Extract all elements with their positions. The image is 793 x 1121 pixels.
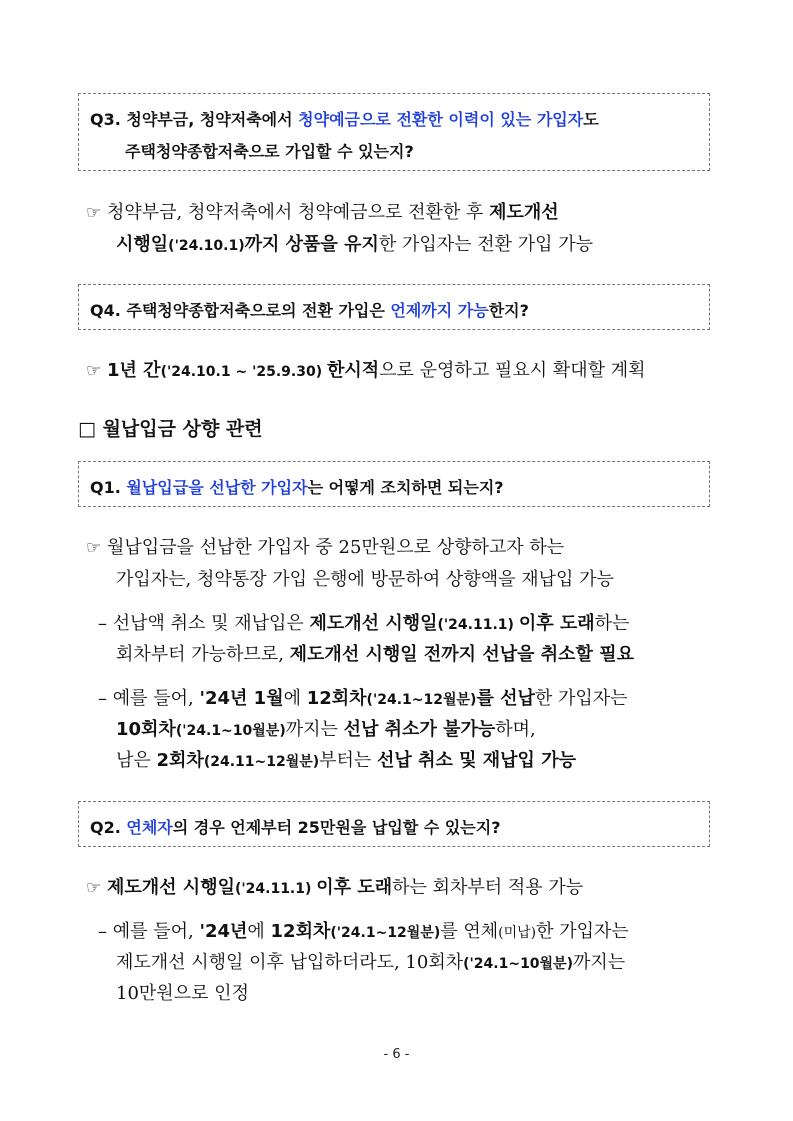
a1-sub2-text-3: 까지는: [285, 719, 344, 740]
a3-text-end: 한 가입자는 전환 가입 가능: [378, 234, 594, 255]
a2-text: 하는 회차부터 적용 가능: [392, 877, 584, 898]
dash-bullet: –: [98, 921, 107, 942]
a4-bold: 1년 간: [106, 360, 161, 381]
a4-text: 으로 운영하고 필요시 확대할 계획: [379, 360, 646, 381]
q1-text: Q1.: [90, 478, 127, 497]
a1-sub2-text-4: 하며,: [495, 719, 536, 740]
a1-sub2-bold-cancel: 선납 취소가 불가능: [343, 719, 496, 740]
a3-text: 청약부금, 청약저축에서 청약예금으로 전환한 후: [106, 202, 490, 223]
a2-sub-bold-year: '24년: [199, 921, 248, 942]
answer-q4: [86, 356, 645, 382]
a1-sub2-range-3: (24.11~12월분): [203, 754, 320, 770]
q3-highlight: 청약예금으로 전환한 이력이 있는 가입자: [298, 110, 584, 129]
pointing-hand-icon: ☞: [86, 878, 102, 898]
question-box-q4: [78, 284, 710, 330]
a2-bold: 제도개선 시행일: [106, 877, 235, 898]
answer-q2-sub-line-3: 10만원으로 인정: [116, 983, 249, 1004]
a1-sub1-date: ('24.11.1): [437, 617, 519, 633]
answer-q2-sub-line-1: [98, 917, 629, 943]
a2-bold-after: 이후 도래: [316, 877, 393, 898]
q2-text-end: 의 경우 언제부터 25만원을 납입할 수 있는지?: [172, 818, 501, 837]
a3-bold: 제도개선: [489, 202, 559, 223]
a1-sub2-bold-10: 10회차: [116, 719, 176, 740]
q3-text-end: 도: [583, 110, 599, 129]
q1-highlight: 월납입급을 선납한 가입자: [126, 478, 308, 497]
q3-text: Q3. 청약부금, 청약저축에서: [90, 110, 299, 129]
a1-sub1-text-end: 하는: [594, 613, 630, 634]
a2-sub-text-2: 에: [247, 921, 271, 942]
a1-sub1-text-2: 회차부터 가능하므로,: [116, 644, 290, 665]
a1-sub2-bold-prepay: 를 선납: [476, 688, 535, 709]
a1-sub2-text-end: 한 가입자는: [534, 688, 628, 709]
a4-dates: ('24.10.1 ~ '25.9.30): [160, 364, 327, 380]
a1-sub2-text: 예를 들어,: [112, 688, 200, 709]
a4-bold-temp: 한시적: [326, 360, 380, 381]
a1-sub1-bold-2: 제도개선 시행일 전까지 선납을 취소할 필요: [289, 644, 634, 665]
answer-q3-line-2: [116, 230, 593, 256]
a1-sub2-bold-2count: 2회차: [156, 750, 204, 771]
a1-text: 월납입금을 선납한 가입자 중 25만원으로 상향하고자 하는: [106, 537, 565, 558]
a2-sub-unpaid: (미납): [498, 925, 537, 941]
a1-sub1-bold: 제도개선 시행일: [309, 613, 438, 634]
question-box-q3: [78, 93, 710, 171]
answer-q1-sub2-line-1: [98, 684, 628, 710]
q4-text: Q4. 주택청약종합저축으로의 전환 가입은: [90, 301, 391, 320]
q2-text: Q2.: [90, 818, 127, 837]
pointing-hand-icon: ☞: [86, 203, 102, 223]
a2-sub-range-2: ('24.1~10월분): [463, 956, 573, 972]
q1-text-end: 는 어떻게 조치하면 되는지?: [307, 478, 504, 497]
a1-sub2-range-2: ('24.1~10월분): [175, 723, 286, 739]
q3-line-2: 주택청약종합저축으로 가입할 수 있는지?: [125, 142, 414, 161]
a1-sub1-bold-after: 이후 도래: [518, 613, 595, 634]
a1-sub1-text: 선납액 취소 및 재납입은: [112, 613, 310, 634]
dash-bullet: –: [98, 613, 107, 634]
question-box-q2: [78, 801, 710, 847]
answer-q1-sub2-line-3: [116, 746, 576, 772]
a2-sub-text: 예를 들어,: [112, 921, 200, 942]
pointing-hand-icon: ☞: [86, 361, 102, 381]
a2-sub-text-5: 제도개선 시행일 이후 납입하더라도, 10회차: [116, 952, 464, 973]
page-number: - 6 -: [383, 1047, 410, 1062]
answer-q3-line-1: [86, 198, 559, 224]
a3-bold-date: 시행일: [116, 234, 169, 255]
pointing-hand-icon: ☞: [86, 538, 102, 558]
a3-bold-keep: 까지 상품을 유지: [244, 234, 379, 255]
answer-q1-line-1: [86, 533, 564, 559]
answer-q1-sub1-line-2: [116, 640, 634, 666]
q1-line: [90, 475, 504, 498]
a1-sub2-range: ('24.1~12월분): [366, 692, 477, 708]
answer-q1-line-2: 가입자는, 청약통장 가입 은행에 방문하여 상향액을 재납입 가능: [116, 569, 614, 590]
a1-sub2-bold-end: 선납 취소 및 재납입 가능: [377, 750, 576, 771]
a2-sub-bold-count: 12회차: [270, 921, 331, 942]
a1-sub2-text-5: 남은: [116, 750, 157, 771]
q4-text-end: 한지?: [488, 301, 529, 320]
answer-q1-sub2-line-2: [116, 715, 536, 741]
q2-line: [90, 815, 501, 838]
a2-sub-range: ('24.1~12월분): [330, 925, 441, 941]
a3-date: ('24.10.1): [168, 238, 245, 254]
answer-q2-sub-line-2: [116, 948, 625, 974]
answer-q1-sub1-line-1: [98, 609, 629, 635]
answer-q2-line-1: [86, 873, 583, 899]
a2-sub-text-4: 한 가입자는: [536, 921, 629, 942]
a2-sub-text-6: 까지는: [573, 952, 626, 973]
q3-line-1: [90, 107, 599, 130]
a1-sub2-bold-year: '24년 1월: [199, 688, 284, 709]
a1-sub2-text-6: 부터는: [319, 750, 378, 771]
q4-highlight: 언제까지 가능: [390, 301, 489, 320]
a2-sub-text-3: 를 연체: [440, 921, 499, 942]
a2-date: ('24.11.1): [234, 881, 317, 897]
dash-bullet: –: [98, 688, 107, 709]
q4-line: [90, 298, 529, 321]
q2-highlight: 연체자: [126, 818, 173, 837]
question-box-q1: [78, 461, 710, 507]
a1-sub2-text-2: 에: [283, 688, 307, 709]
a1-sub2-bold-count: 12회차: [306, 688, 367, 709]
section-heading: □ 월납입금 상향 관련: [78, 418, 263, 440]
